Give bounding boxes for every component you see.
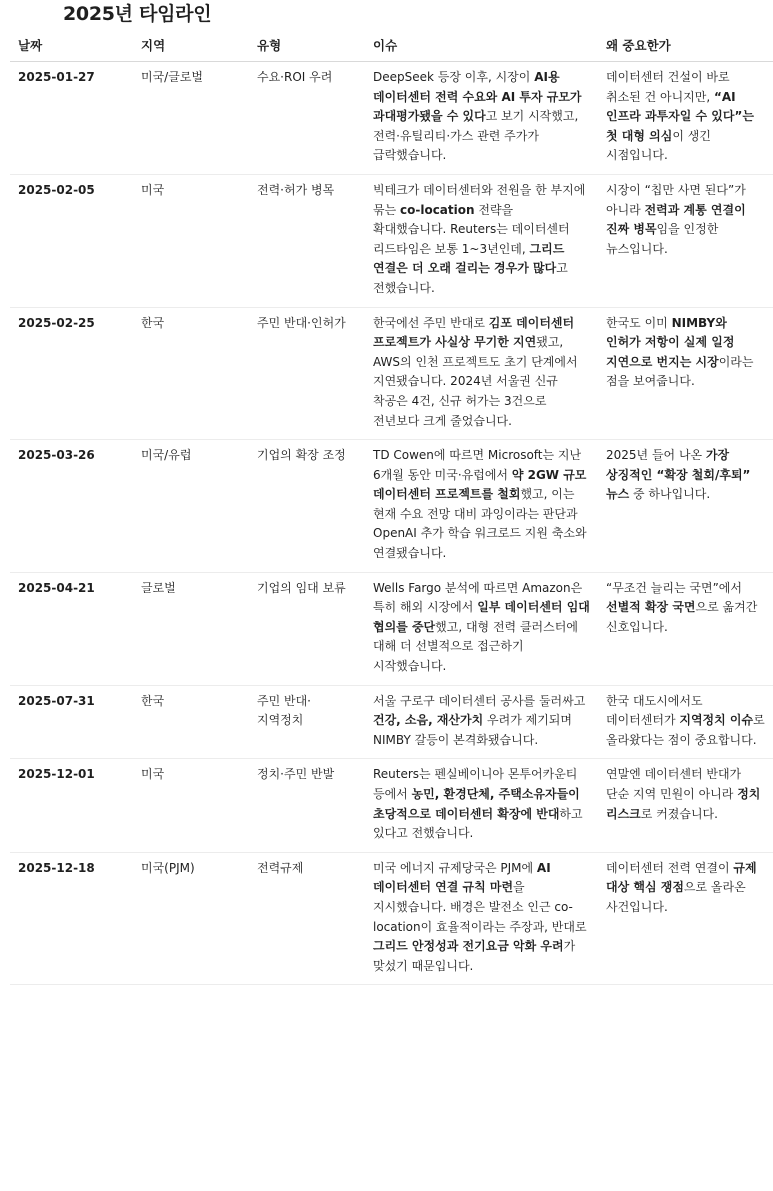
table-row [10,572,773,685]
header-region: 지역 [133,32,249,62]
row-date: 2025-01-27 [10,62,133,175]
bold-text: 그리드 연결은 더 오래 걸리는 경우가 많다 [373,241,565,276]
text-segment: 하고 있다고 전했습니다. [373,806,583,841]
table-row [10,685,773,759]
row-region: 미국/글로벌 [133,62,249,175]
bold-text: 가장 상징적인 “확장 철회/후퇴” 뉴스 [606,448,751,502]
text-segment: 을 지시했습니다. 배경은 발전소 인근 co-location이 효율적이라는 주장과, 반대로 [373,880,587,934]
text-segment: 로 올라왔다는 점이 중요합니다. [606,713,765,747]
table-row [10,759,773,852]
text-segment: 서울 구로구 데이터센터 공사를 둘러싸고 [373,693,586,708]
text-segment: 이 생긴 시점입니다. [606,128,711,163]
table-row [10,174,773,307]
text-segment: 미국 에너지 규제당국은 PJM에 [373,860,537,875]
row-why [598,572,773,685]
row-date: 2025-04-21 [10,572,133,685]
text-segment: 우려가 제기되며 NIMBY 갈등이 본격화됐습니다. [373,713,572,747]
row-date: 2025-12-18 [10,852,133,985]
bold-text: 지역정치 이슈 [679,713,754,728]
header-date: 날짜 [10,32,133,62]
row-region: 미국 [133,759,249,852]
row-type: 주민 반대·지역정치 [249,685,365,759]
text-segment: 고 전했습니다. [373,261,568,295]
text-segment: 데이터센터 건설이 바로 취소된 건 아니지만, [606,70,730,104]
bold-text: “AI 인프라 과투자일 수 있다”는 첫 대형 의심 [606,89,754,143]
text-segment: 가 맞섰기 때문입니다. [373,939,576,973]
text-segment: Wells Fargo 분석에 따르면 Amazon은 특히 해외 시장에서 [373,580,583,615]
bold-text: 선별적 확장 국면 [606,600,696,615]
text-segment: 고 보기 시작했고, 전력·유틸리티·가스 관련 주가가 급락했습니다. [373,109,579,163]
bold-text: 전력과 계통 연결이 진짜 병목 [606,202,746,237]
row-region: 글로벌 [133,572,249,685]
text-segment: 으로 옮겨간 신호입니다. [606,600,758,634]
row-why [598,685,773,759]
text-segment: 전략을 확대했습니다. Reuters는 데이터센터 리드타임은 보통 1~3년인데, [373,202,570,256]
row-region: 한국 [133,307,249,440]
timeline-table [10,32,773,985]
bold-text: 정치 리스크 [606,787,761,821]
text-segment: 2025년 들어 나온 [606,448,706,463]
row-date: 2025-02-25 [10,307,133,440]
row-type: 전력규제 [249,852,365,985]
row-region: 미국(PJM) [133,852,249,985]
row-why [598,759,773,852]
row-issue [365,62,598,175]
row-date: 2025-12-01 [10,759,133,852]
row-type: 기업의 임대 보류 [249,572,365,685]
bold-text: 일부 데이터센터 임대 협의를 중단 [373,600,590,634]
row-issue [365,307,598,440]
text-segment: Reuters는 펜실베이니아 몬투어카운티 등에서 [373,767,578,801]
row-type: 주민 반대·인허가 [249,307,365,440]
text-segment: 빅테크가 데이터센터와 전원을 한 부지에 묶는 [373,182,586,217]
text-segment: 이라는 점을 보여줍니다. [606,354,754,389]
row-issue [365,852,598,985]
text-segment: 됐고, AWS의 인천 프로젝트도 초기 단계에서 지연됐습니다. 2024년 서울권 신규 착공은 4건, 신규 허가는 3건으로 전년보다 크게 줄었습니다. [373,335,578,428]
text-segment: 중 하나입니다. [629,487,711,502]
timeline-rows [10,62,773,985]
text-segment: 했고, 이는 현재 수요 전망 대비 과잉이라는 판단과 OpenAI 추가 학습 워크로드 지원 축소와 연결됐습니다. [373,487,587,561]
text-segment: 했고, 대형 전력 클러스터에 대해 더 선별적으로 접근하기 시작했습니다. [373,619,578,674]
bold-text: 농민, 환경단체, 주택소유자들이 초당적으로 데이터센터 확장에 반대 [373,787,580,821]
header-type: 유형 [249,32,365,62]
bold-text: co-location [400,202,475,217]
text-segment: 로 커졌습니다. [640,806,718,821]
text-segment: “무조건 늘리는 국면”에서 [606,580,742,595]
bold-text: AI용 데이터센터 전력 수요와 AI 투자 규모가 과대평가됐을 수 있다 [373,70,582,124]
bold-text: NIMBY와 인허가 저항이 실제 일정 지연으로 번지는 시장 [606,315,735,369]
row-why [598,62,773,175]
row-date: 2025-03-26 [10,440,133,573]
row-date: 2025-07-31 [10,685,133,759]
row-issue [365,759,598,852]
row-issue [365,174,598,307]
page-title: 2025년 타임라인 [63,3,212,25]
row-region: 미국 [133,174,249,307]
text-segment: 시장이 “칩만 사면 된다”가 아니라 [606,182,746,217]
text-segment: 한국에선 주민 반대로 [373,315,489,330]
bold-text: 그리드 안정성과 전기요금 악화 우려 [373,939,564,954]
text-segment: TD Cowen에 따르면 Microsoft는 지난 6개월 동안 미국·유럽에서 [373,448,582,482]
row-type: 전력·허가 병목 [249,174,365,307]
row-type: 기업의 확장 조정 [249,440,365,573]
row-why [598,852,773,985]
row-type: 정치·주민 반발 [249,759,365,852]
row-why [598,440,773,573]
row-issue [365,572,598,685]
row-date: 2025-02-05 [10,174,133,307]
bold-text: 건강, 소음, 재산가치 [373,713,484,728]
bold-text: 규제 대상 핵심 쟁점 [606,860,757,895]
table-row [10,852,773,985]
row-why [598,174,773,307]
table-row [10,62,773,175]
row-region: 한국 [133,685,249,759]
text-segment: 으로 올라온 사건입니다. [606,880,746,914]
row-type: 수요·ROI 우려 [249,62,365,175]
bold-text: 약 2GW 규모 데이터센터 프로젝트를 철회 [373,467,587,502]
row-issue [365,440,598,573]
text-segment: 연말엔 데이터센터 반대가 단순 지역 민원이 아니라 [606,767,742,801]
text-segment: DeepSeek 등장 이후, 시장이 [373,70,535,84]
table-row [10,440,773,573]
table-header-row [10,32,773,62]
row-region: 미국/유럽 [133,440,249,573]
text-segment: 데이터센터 전력 연결이 [606,860,734,875]
table-row [10,307,773,440]
text-segment: 임을 인정한 뉴스입니다. [606,222,719,256]
row-issue [365,685,598,759]
bold-text: 김포 데이터센터 프로젝트가 사실상 무기한 지연 [373,315,575,350]
header-issue: 이슈 [365,32,598,62]
header-why: 왜 중요한가 [598,32,773,62]
row-why [598,307,773,440]
bold-text: AI 데이터센터 연결 규칙 마련 [373,860,551,895]
text-segment: 한국 대도시에서도 데이터센터가 [606,693,703,728]
text-segment: 한국도 이미 [606,315,672,330]
